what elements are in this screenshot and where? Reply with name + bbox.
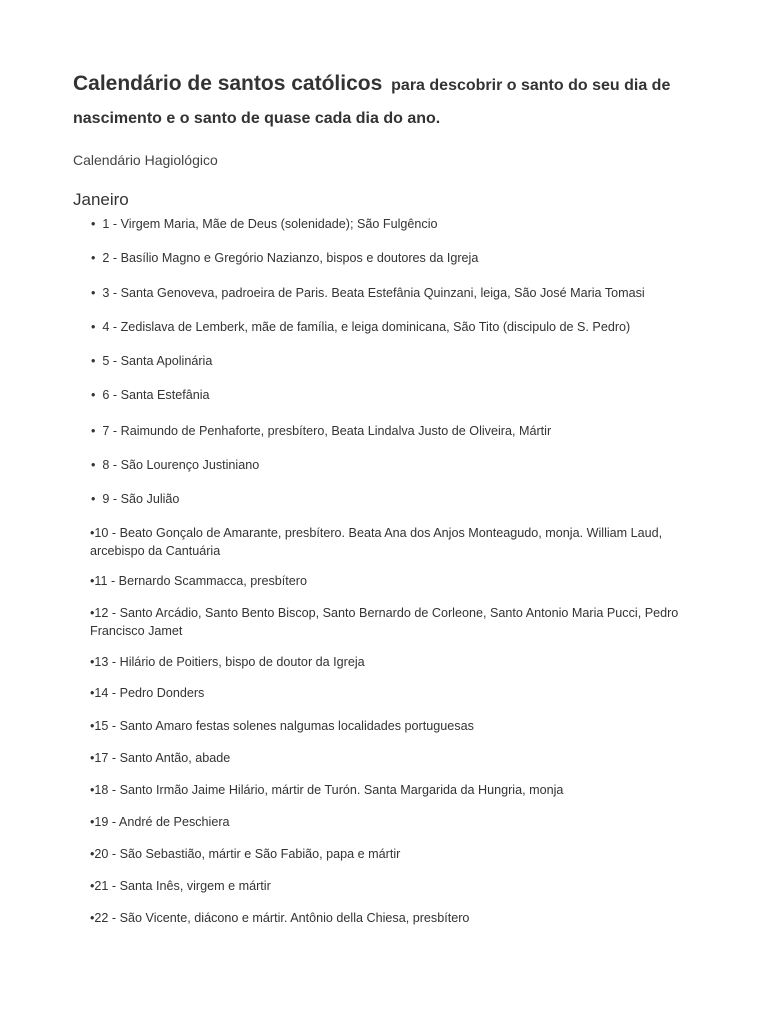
document-page: [73, 66, 713, 925]
list-item: [90, 813, 690, 831]
entry-text: 11 - Bernardo Scammacca, presbítero: [94, 574, 307, 588]
list-item: [90, 572, 690, 590]
bullet: •: [90, 574, 95, 588]
list-item: [91, 215, 438, 233]
bullet: •: [90, 719, 95, 733]
entry-text: 5 - Santa Apolinária: [102, 354, 213, 368]
entry-text: 22 - São Vicente, diácono e mártir. Antônio della Chiesa, presbítero: [94, 911, 470, 925]
entry-text: 15 - Santo Amaro festas solenes nalgumas localidades portuguesas: [94, 719, 474, 733]
bullet: •: [91, 492, 96, 506]
entry-text: 18 - Santo Irmão Jaime Hilário, mártir de Turón. Santa Margarida da Hungria, monja: [94, 783, 564, 797]
entry-text: 3 - Santa Genoveva, padroeira de Paris. Beata Estefânia Quinzani, leiga, São José Maria Tomasi: [102, 286, 645, 300]
entry-text: 12 - Santo Arcádio, Santo Bento Biscop, Santo Bernardo de Corleone, Santo Antonio Maria Pucci, Pedro Francisco Jamet: [90, 606, 679, 638]
bullet: •: [91, 286, 96, 300]
entry-text: 21 - Santa Inês, virgem e mártir: [94, 879, 271, 893]
entry-text: 10 - Beato Gonçalo de Amarante, presbítero. Beata Ana dos Anjos Monteagudo, monja. William Laud, arcebispo da Cantuária: [90, 526, 663, 558]
entry-text: 19 - André de Peschiera: [94, 815, 230, 829]
list-item: [91, 284, 645, 302]
list-item: [90, 524, 690, 560]
list-item: [90, 749, 690, 767]
month-heading: Janeiro: [73, 190, 129, 209]
entry-text: 6 - Santa Estefânia: [102, 388, 210, 402]
list-item: [90, 653, 690, 671]
bullet: •: [90, 751, 95, 765]
entry-text: 13 - Hilário de Poitiers, bispo de doutor da Igreja: [94, 655, 365, 669]
entry-text: 8 - São Lourenço Justiniano: [102, 458, 260, 472]
entry-text: 2 - Basílio Magno e Gregório Nazianzo, bispos e doutores da Igreja: [102, 251, 479, 265]
page-title: [73, 66, 713, 132]
list-item: [91, 456, 259, 474]
bullet: •: [91, 458, 96, 472]
bullet: •: [90, 686, 95, 700]
list-item: [91, 386, 210, 404]
bullet: •: [90, 847, 95, 861]
entry-text: 4 - Zedislava de Lemberk, mãe de família, e leiga dominicana, São Tito (discipulo de S. Pedro): [102, 320, 631, 334]
subtitle: Calendário Hagiológico: [73, 152, 218, 168]
entry-text: 17 - Santo Antão, abade: [94, 751, 231, 765]
bullet: •: [90, 815, 95, 829]
list-item: [91, 249, 478, 267]
bullet: •: [91, 388, 96, 402]
entry-text: 14 - Pedro Donders: [94, 686, 205, 700]
bullet: •: [91, 251, 96, 265]
bullet: •: [91, 217, 96, 231]
list-item: [90, 717, 690, 735]
list-item: [91, 352, 212, 370]
bullet: •: [91, 354, 96, 368]
entry-text: 7 - Raimundo de Penhaforte, presbítero, Beata Lindalva Justo de Oliveira, Mártir: [102, 424, 552, 438]
entry-text: 20 - São Sebastião, mártir e São Fabião, papa e mártir: [94, 847, 401, 861]
bullet: •: [90, 783, 95, 797]
list-item: [91, 490, 179, 508]
list-item: [91, 422, 551, 440]
bullet: •: [91, 424, 96, 438]
list-item: [90, 781, 690, 799]
list-item: [91, 318, 630, 336]
entry-text: 9 - São Julião: [102, 492, 180, 506]
bullet: •: [90, 911, 95, 925]
title-large: Calendário de santos católicos: [73, 72, 383, 95]
bullet: •: [90, 606, 95, 620]
list-item: [90, 877, 690, 895]
list-item: [90, 845, 690, 863]
list-item: [90, 604, 690, 640]
list-item: [90, 684, 690, 702]
bullet: •: [90, 526, 95, 540]
bullet: •: [91, 320, 96, 334]
bullet: •: [90, 655, 95, 669]
title-small: para descobrir o santo do seu dia de nascimento e o santo de quase cada dia do ano.: [73, 77, 671, 127]
bullet: •: [90, 879, 95, 893]
list-item: [90, 909, 690, 927]
entry-text: 1 - Virgem Maria, Mãe de Deus (solenidade); São Fulgêncio: [102, 217, 438, 231]
